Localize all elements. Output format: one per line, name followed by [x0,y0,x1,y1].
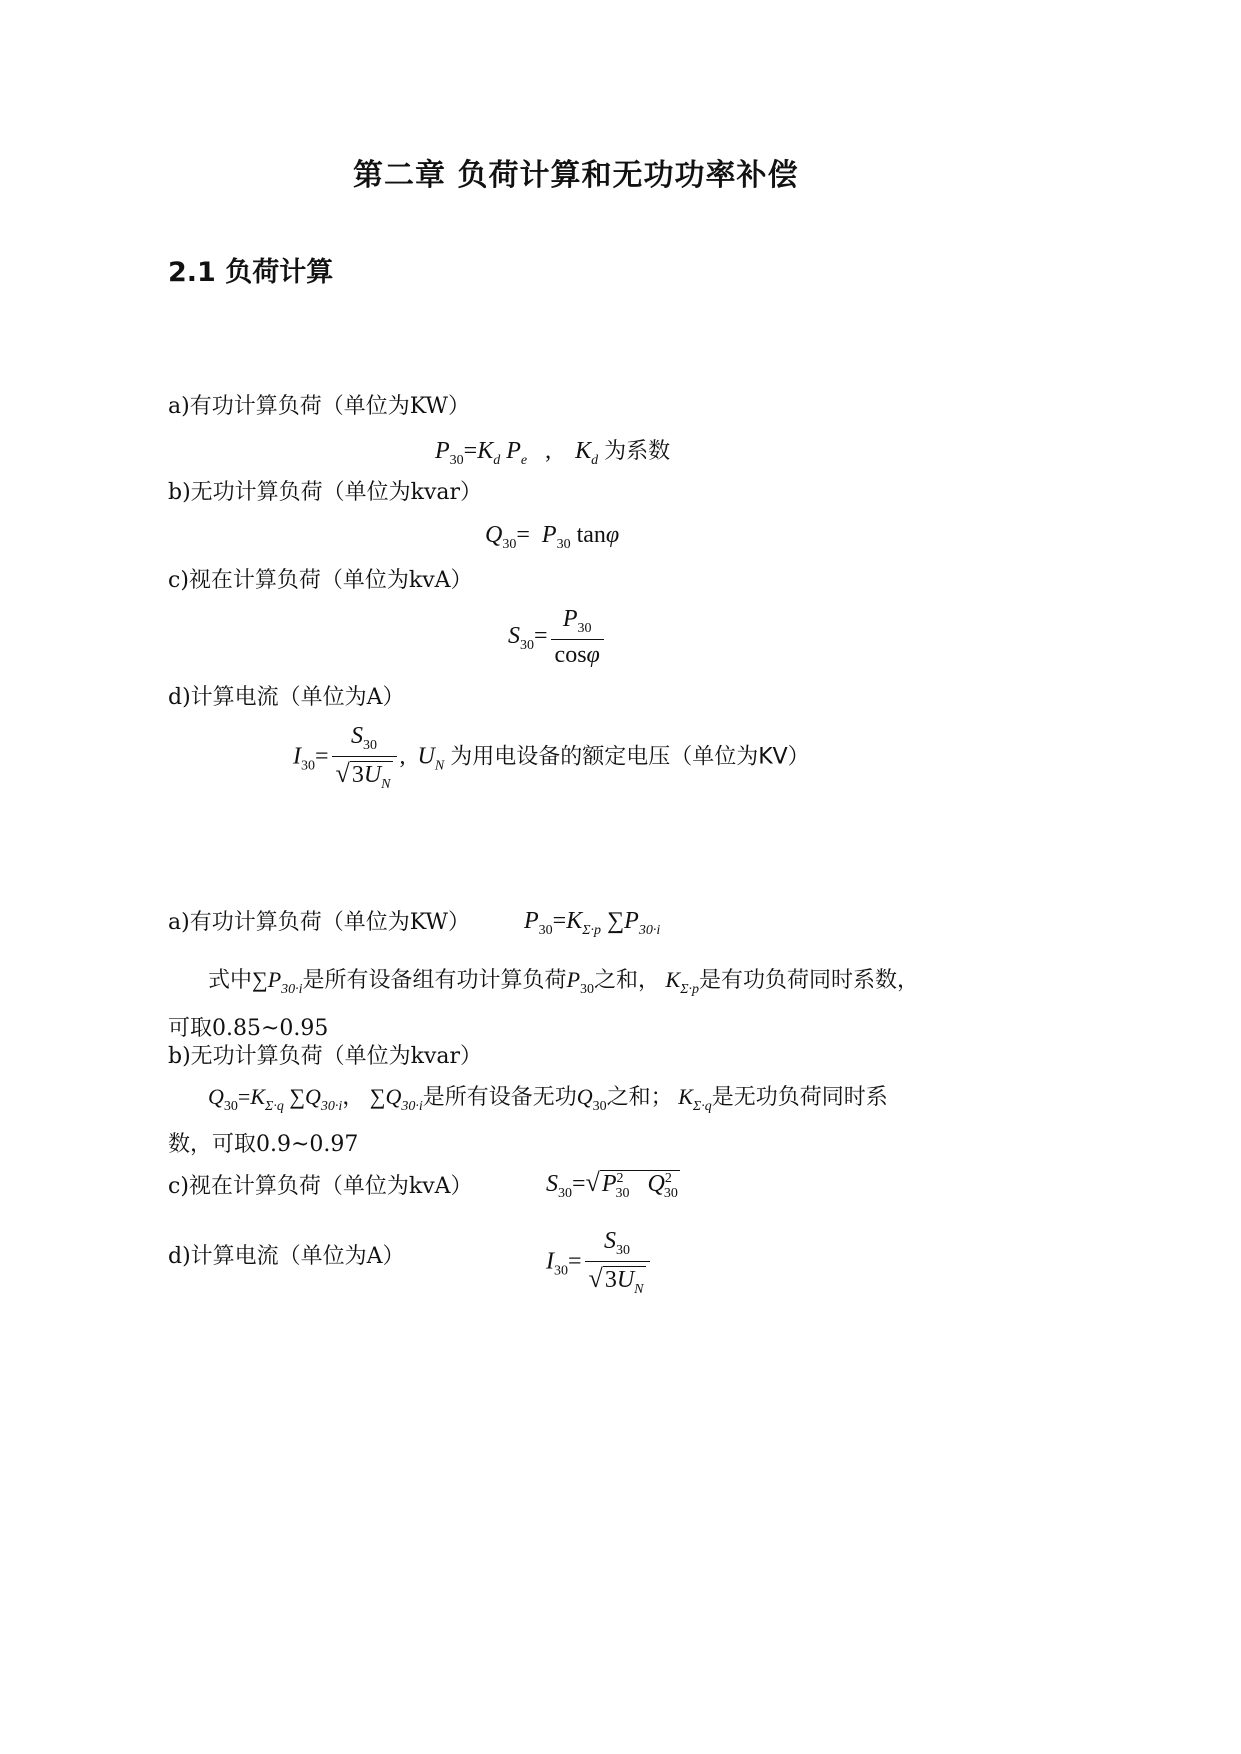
p1-b-label: b)无功计算负荷（单位为kvar） [168,480,483,505]
page-title: 第二章 负荷计算和无功功率补偿 [353,158,799,193]
p2-b-range: 数，可取0.9~0.97 [168,1132,359,1157]
formula-p30-note: 为系数 [604,439,671,464]
p2-b-label: b)无功计算负荷（单位为kvar） [168,1044,483,1069]
p2-d-label: d)计算电流（单位为A） [168,1244,405,1269]
formula-i30-note: 为用电设备的额定电压（单位为KV） [450,744,810,770]
formula-q30: $Q_{30}= P_{30}$ tanφ [485,522,620,552]
p2-c-label: c)视在计算负荷（单位为kvA） [168,1174,473,1199]
section-heading: 2.1 负荷计算 [168,257,334,288]
p2-a-label: a)有功计算负荷（单位为KW） [168,910,470,935]
formula-p30: $P_{30}=K_d$ $P_e$ , $K_d$ 为系数 [435,438,671,468]
formula-s30: $S_{30}=$ $\frac{P_{30}}{\cos\varphi}$ [508,606,607,669]
p1-d-label: d)计算电流（单位为A） [168,685,405,710]
formula-s30-sqrt: $S_{30}=√P^2_{30}$ $Q^2_{30}$ [546,1168,678,1201]
formula-i30-2: $I_{30}=$ $\frac{S_{30}}{√3U_N}$ [546,1228,653,1298]
p1-c-label: c)视在计算负荷（单位为kvA） [168,568,473,593]
p2-a-range: 可取0.85~0.95 [168,1016,329,1041]
formula-i30: $I_{30}=$ $\frac{S_{30}}{√3U_N}$ , $U_N$ 为用电设备的额定电压（单位为KV） [293,723,810,792]
p2-a-desc: 式中$\sum P_{30\cdot i}$是所有设备组有功计算负荷$P_{30}$之和， $K_{\Sigma\cdot p}$是有功负荷同时系数， [208,967,920,997]
p2-b-desc: $Q_{30}=K_{\Sigma\cdot q}$ $\sum Q_{30\cdot i}$， $\sum Q_{30\cdot i}$是所有设备无功$Q_{30}$之和； $K_{\Sigma\cdot q}$是无功负荷同时系 [208,1084,888,1114]
p1-a-label: a)有功计算负荷（单位为KW） [168,394,470,419]
formula-p30-sum: $P_{30}=K_{\Sigma\cdot p}$ $\sum P_{30\cdot i}$ [524,908,661,938]
